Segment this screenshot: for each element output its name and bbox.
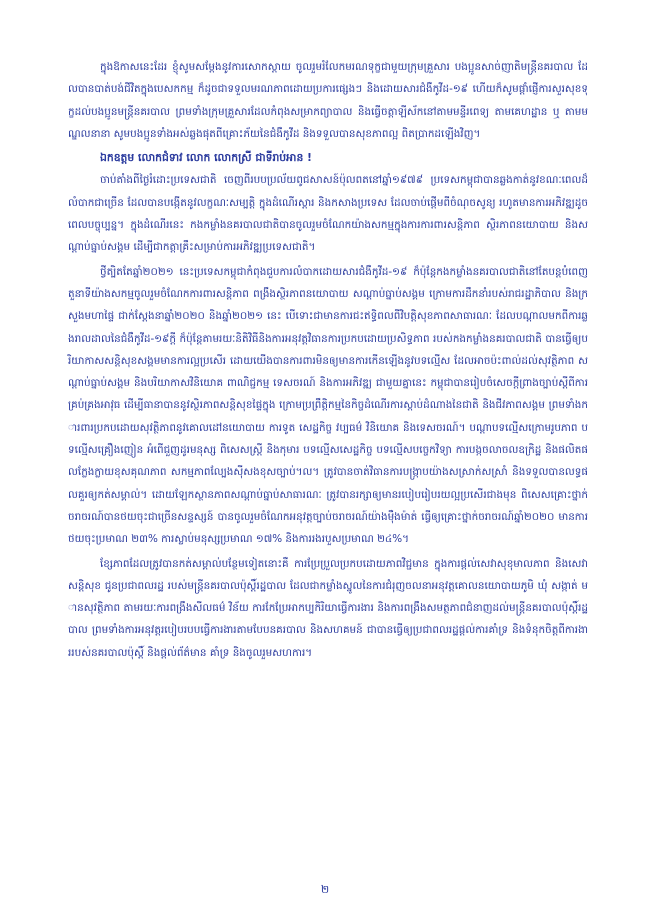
paragraph-community-policing: ខ្សែភាពដែលត្រូវបានកត់សម្គាល់បន្ថែមទៀតនោះគឺ ការប្រែប្រួលប្រកបដោយភាពវិជ្ជមាន ក្នុងការផ្ដល់សេវាសុខុមាលភាព និងសេវាសន្តិសុខ ជូនប្រជាពលរដ្ឋ របស់មន្រ្តីនគរបាលប៉ុស្តិ៍រដ្ឋបាល ដែលជាកម្លាំងស្នូលនៃការជំរុញចលនាអនុវត្តគោលនយោបាយភូមិ ឃុំ សង្កាត់ មានសុវត្ថិភាព តាមរយៈការពង្រឹងសីលធម៌ វិន័យ ការកែប្រែអាកប្បកិរិយាធ្វើការងារ និងការពង្រឹងសមត្ថភាពជំនាញដល់មន្រ្តីនគរបាលប៉ុស្តិ៍រដ្ឋបាល ព្រមទាំងការអនុវត្តរបៀបរបបធ្វើការងារតាមបែបនគរបាល និងសហគមន៍ ជាបានធ្វើឲ្យប្រជាពលរដ្ឋផ្ដល់ការគាំទ្រ និងទំនុកចិត្តពីការងាររបស់នគរបាលប៉ុស្តិ៍ និងផ្ដល់ព័ត៌មាន គាំទ្រ និងចូលរួមសហការ។ [68,557,588,659]
salutation-heading: ឯកឧត្តម លោកជំទាវ លោក លោកស្រី ជាទីរាប់អាន ! [100,151,312,165]
paragraph-history: ចាប់តាំងពីថ្ងៃរំដោះប្រទេសជាតិ ចេញពីរបបប្រល័យពូជសាសន៍ប៉ុលពតនៅឆ្នាំ១៩៧៩ ប្រទេសកម្ពុជាបានឆ្លងកាត់នូវខណៈពេលដ៏លំបាកជាច្រើន ដែលបានបង្កើតនូវលក្ខណៈសម្បត្តិ ក្នុងដំណើរស្ដារ និងកសាងប្រទេស ដែលចាប់ផ្ដើមពីចំណុចសូន្យ រហូតមានការអភិវឌ្ឍដូចពេលបច្ចុប្បន្ន។ ក្នុងដំណើរនេះ កងកម្លាំងនគរបាលជាតិបានចូលរួមចំណែកយ៉ាងសកម្មក្នុងការការពារសន្តិភាព ស្ថិរភាពនយោបាយ និងសណ្ដាប់ធ្នាប់សង្គម ដើម្បីជាកត្តាគ្រឹះសម្រាប់ការអភិវឌ្ឍប្រទេសជាតិ។ [68,174,588,254]
paragraph-condolences: ក្នុងឱកាសនេះដែរ ខ្ញុំសូមសម្ដែងនូវការសោកស្ដាយ ចូលរួមរំលែកមរណទុក្ខជាមួយក្រុមគ្រួសារ បងប្អូនសាច់ញាតិមន្រ្តីនគរបាល ដែលបានបាត់បង់ជីវិតក្នុងបេសកកម្ម ក៏ដូចជាទទួលមរណភាពដោយប្រការផ្សេងៗ និងដោយសារជំងឺកូវីដ-១៩ ហើយក៏សូមផ្ដាំផ្ញើការសួរសុខទុក្ខដល់បងប្អូនមន្រ្តីនគរបាល ព្រមទាំងក្រុមគ្រួសារដែលកំពុងសម្រាកព្យាបាល និងធ្វើចត្តាឡីស័កនៅតាមមន្ទីរពេទ្យ តាមគេហដ្ឋាន ឬ តាមមណ្ឌលនានា សូមបងប្អូនទាំងអស់ឆ្លងផុតពីគ្រោះភ័យនៃជំងឺកូវីដ និងទទួលបានសុខភាពល្អ ពិតប្រាកដឡើងវិញ។ [68,61,588,140]
paragraph-achievements: ថ្វីត្បិតតែឆ្នាំ២០២១ នេះប្រទេសកម្ពុជាកំពុងជួបការលំបាកដោយសារជំងឺកូវីដ-១៩ ក៏ប៉ុន្តែកងកម្លាំងនគរបាលជាតិនៅតែបន្តបំពេញតួនាទីយ៉ាងសកម្មចូលរួមចំណែកការពារសន្តិភាព ពង្រឹងស្ថិរភាពនយោបាយ សណ្ដាប់ធ្នាប់សង្គម ក្រោមការដឹកនាំរបស់រាជរដ្ឋាភិបាល និងក្រសួងមហាផ្ទៃ ជាក់ស្ដែងនាឆ្នាំ២០២០ និងឆ្នាំ២០២១ នេះ បើទោះជាមានការជះឥទ្ធិពលពីវិបត្តិសុខភាពសាធារណៈ ដែលបណ្ដាលមកពីការឆ្លងរាលដាលនៃជំងឺកូវីដ-១៩ក្ដី ក៏ប៉ុន្តែតាមរយៈនិតិវិធីនិងការអនុវត្តវិធានការប្រកបដោយប្រសិទ្ធភាព របស់កងកម្លាំងនគរបាលជាតិ បានធ្វើឲ្យបរិយាកាសសន្តិសុខសង្គមមានការល្អប្រសើរ ដោយយើងបានការពារមិនឲ្យមានការកើនឡើងនូវបទល្មើស ដែលអាចប៉ះពាល់ដល់សុវត្ថិភាព សណ្ដាប់ធ្នាប់សង្គម និងបរិយាកាសវិនិយោគ ពាណិជ្ជកម្ម ទេសចរណ៍ និងការអភិវឌ្ឍ ជាមួយគ្នានេះ កម្ពុជាបានរៀបចំសេចក្ដីព្រាងច្បាប់ស្ដីពីការគ្រប់គ្រងអាវុធ ដើម្បីធានាបាននូវស្ថិរភាពសន្តិសុខផ្ទៃក្នុង ក្រោមប្រព្រឹត្តិកម្មនៃកិច្ចដំណើរការស្ដាប់ដំណាងនៃជាតិ និងជីវភាពសង្គម ព្រមទាំងការពារប្រកបដោយសុវត្ថិភាពនូវគោលដៅនយោបាយ ការទូត សេដ្ឋកិច្ច វប្បធម៌ វិនិយោគ និងទេសចរណ៍។ បណ្ដាបទល្មើសក្រោមរូបភាព បទល្មើសគ្រឿងញៀន អំពើជួញដូរមនុស្ស ពិសេសស្រ្តី និងកុមារ បទល្មើសសេដ្ឋកិច្ច បទល្មើសបច្ចេកវិទ្យា ការបង្កចលាចលឧក្រិដ្ឋ និងផលិតផលក្លែងក្លាយខុសគុណភាព សកម្មភាពល្បែងស៊ីសងខុសច្បាប់។ល។ ត្រូវបានចាត់វិធានការបង្រ្កាបយ៉ាងសស្រាក់សស្រាំ និងទទួលបានលទ្ធផលគួរឲ្យកត់សម្គាល់។ ដោយឡែកស្ថានភាពសណ្ដាប់ធ្នាប់សាធារណៈ ត្រូវបានរក្សាឲ្យមានរបៀបរៀបរយល្អប្រសើរជាងមុន ពិសេសគ្រោះថ្នាក់ចរាចរណ៍បានថយចុះជាច្រើនសន្ទស្សន៍ បានចូលរួមចំណែកអនុវត្តច្បាប់ចរាចរណ៍យ៉ាងម៉ឺងម៉ាត់ ធ្វើឲ្យគ្រោះថ្នាក់ចរាចរណ៍ឆ្នាំ២០២០ មានការថយចុះប្រមាណ ២៣% ការស្លាប់មនុស្សប្រមាណ ១៧% និងការរងរបួសប្រមាណ ២៤%។ [68,265,588,546]
page-number: ២ [320,883,330,896]
